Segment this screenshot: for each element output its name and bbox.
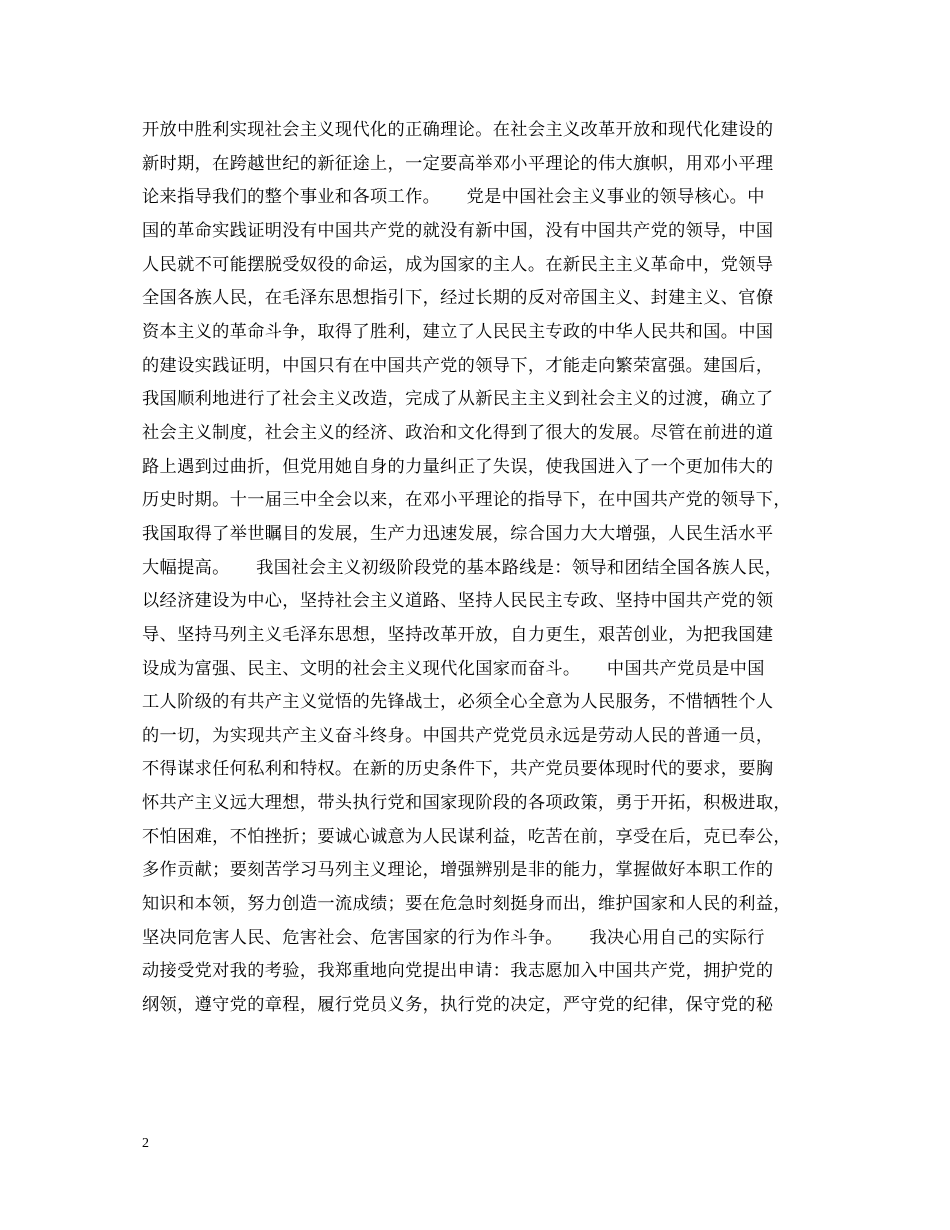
text-line: 资本主义的革命斗争，取得了胜利，建立了人民民主专政的中华人民共和国。中国 <box>142 321 774 342</box>
text-line: 大幅提高。 我国社会主义初级阶段党的基本路线是：领导和团结全国各族人民， <box>142 557 783 578</box>
text-line: 我国顺利地进行了社会主义改造，完成了从新民主主义到社会主义的过渡，确立了 <box>142 389 774 410</box>
text-line: 开放中胜利实现社会主义现代化的正确理论。在社会主义改革开放和现代化建设的 <box>142 120 774 140</box>
text-line: 路上遇到过曲折，但党用她自身的力量纠正了失误，使我国进入了一个更加伟大的 <box>142 456 774 477</box>
text-line: 工人阶级的有共产主义觉悟的先锋战士，必须全心全意为人民服务，不惜牺牲个人 <box>142 692 774 713</box>
text-line: 坚决同危害人民、危害社会、危害国家的行为作斗争。 我决心用自己的实际行 <box>142 927 765 948</box>
text-line: 的一切，为实现共产主义奋斗终身。中国共产党党员永远是劳动人民的普通一员， <box>142 725 774 746</box>
text-line: 导、坚持马列主义毛泽东思想，坚持改革开放，自力更生，艰苦创业，为把我国建 <box>142 624 774 645</box>
text-line: 怀共产主义远大理想，带头执行党和国家现阶段的各项政策，勇于开拓，积极进取， <box>142 793 791 814</box>
text-line: 知识和本领，努力创造一流成绩；要在危急时刻挺身而出，维护国家和人民的利益， <box>142 894 791 915</box>
body-text <box>142 114 822 1023</box>
text-line: 纲领，遵守党的章程，履行党员义务，执行党的决定，严守党的纪律，保守党的秘 <box>142 995 774 1016</box>
text-line: 论来指导我们的整个事业和各项工作。 党是中国社会主义事业的领导核心。中 <box>142 187 765 208</box>
text-line: 社会主义制度，社会主义的经济、政治和文化得到了很大的发展。尽管在前进的道 <box>142 422 774 443</box>
text-line: 国的革命实践证明没有中国共产党的就没有新中国，没有中国共产党的领导，中国 <box>142 220 774 241</box>
text-line: 设成为富强、民主、文明的社会主义现代化国家而奋斗。 中国共产党员是中国 <box>142 658 765 679</box>
text-line: 不怕困难，不怕挫折；要诚心诚意为人民谋利益，吃苦在前，享受在后，克已奉公， <box>142 826 791 847</box>
text-line: 新时期，在跨越世纪的新征途上，一定要高举邓小平理论的伟大旗帜，用邓小平理 <box>142 153 774 174</box>
text-line: 全国各族人民，在毛泽东思想指引下，经过长期的反对帝国主义、封建主义、官僚 <box>142 288 774 309</box>
text-line: 不得谋求任何私利和特权。在新的历史条件下，共产党员要体现时代的要求，要胸 <box>142 759 774 780</box>
text-line: 人民就不可能摆脱受奴役的命运，成为国家的主人。在新民主主义革命中，党领导 <box>142 254 774 275</box>
page-number: 2 <box>142 1136 149 1151</box>
text-line: 历史时期。十一届三中全会以来，在邓小平理论的指导下，在中国共产党的领导下， <box>142 490 791 511</box>
text-line: 动接受党对我的考验，我郑重地向党提出申请：我志愿加入中国共产党，拥护党的 <box>142 961 774 982</box>
text-line: 的建设实践证明，中国只有在中国共产党的领导下，才能走向繁荣富强。建国后， <box>142 355 774 376</box>
text-line: 多作贡献；要刻苦学习马列主义理论，增强辨别是非的能力，掌握做好本职工作的 <box>142 860 774 881</box>
text-line: 以经济建设为中心，坚持社会主义道路、坚持人民民主专政、坚持中国共产党的领 <box>142 591 774 612</box>
text-line: 我国取得了举世瞩目的发展，生产力迅速发展，综合国力大大增强，人民生活水平 <box>142 523 774 544</box>
